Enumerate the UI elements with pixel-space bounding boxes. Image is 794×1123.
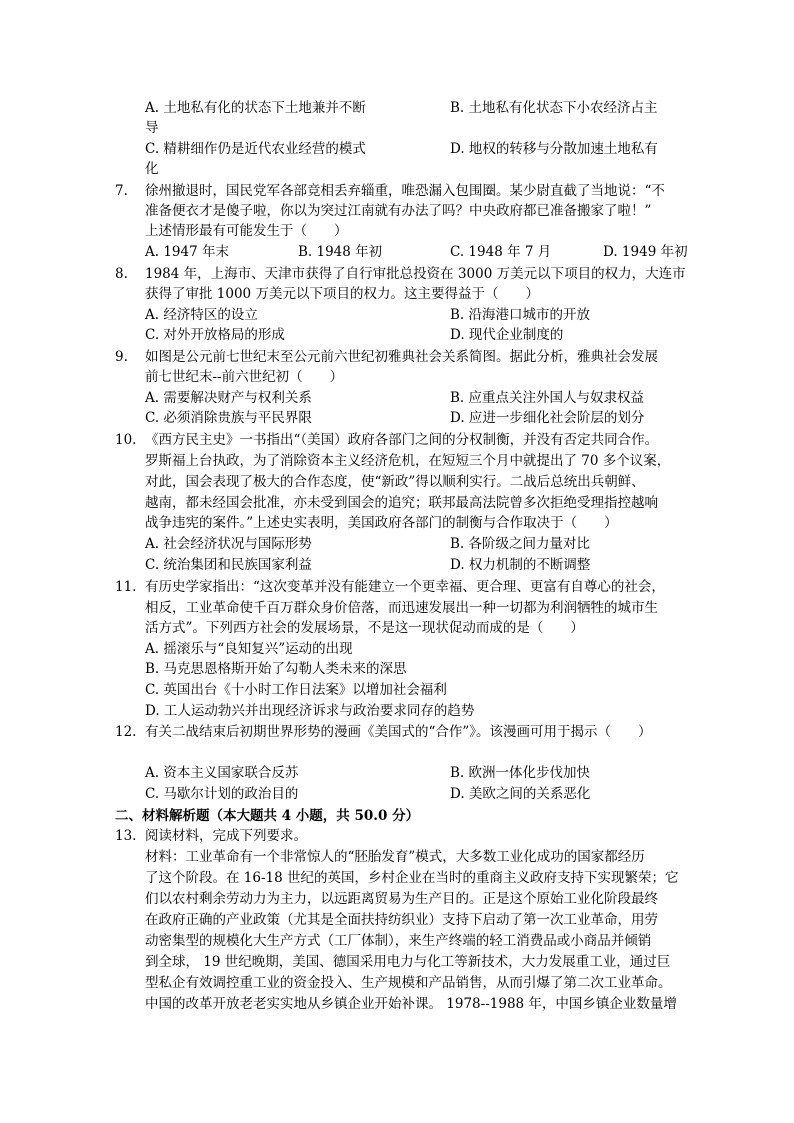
q7-number: 7. — [115, 183, 128, 199]
q10-stem-line3: 对此，国会表现了极大的合作态度，使“新政”得以顺利实行。二战后总统出兵朝鲜、 — [145, 474, 645, 490]
q9-option-c: C. 必须消除贵族与平民界限 — [145, 410, 312, 426]
q12-number: 12. — [115, 724, 137, 740]
q12-option-c: C. 马歇尔计划的政治目的 — [145, 786, 299, 802]
q12-option-a: A. 资本主义国家联合反苏 — [145, 765, 299, 781]
q7-option-c: C. 1948 年 7 月 — [450, 244, 552, 260]
q9-stem-line2: 前七世纪末--前六世纪初（ ） — [145, 369, 344, 385]
q8-option-c: C. 对外开放格局的形成 — [145, 327, 285, 343]
q9-number: 9. — [115, 349, 128, 365]
q13-material-line2: 了这个阶段。在 16-18 世纪的英国，乡村企业在当时的重商主义政府支持下实现繁荣；它 — [145, 870, 679, 886]
q7-stem-line1: 徐州撤退时，国民党军各部竞相丢弃辎重，唯恐漏入包围圈。某少尉直截了当地说：“不 — [145, 183, 665, 199]
q11-option-c: C. 英国出台《十小时工作日法案》以增加社会福利 — [145, 682, 447, 698]
q11-stem-line1: 有历史学家指出：“这次变革并没有能建立一个更幸福、更合理、更富有自尊心的社会， — [145, 579, 665, 595]
q8-stem-line2: 获得了审批 1000 万美元以下项目的权力。这主要得益于（ ） — [145, 286, 539, 302]
q6-option-c: C. 精耕细作仍是近代农业经营的模式 — [145, 141, 366, 157]
q7-option-b: B. 1948 年初 — [298, 244, 383, 260]
q10-stem-line4: 越南，都未经国会批准，亦未受到国会的追究；联邦最高法院曾多次拒绝受理指控越响 — [145, 495, 658, 511]
q6-option-b: B. 土地私有化状态下小农经济占主 — [450, 100, 658, 116]
q10-number: 10. — [115, 432, 137, 448]
q8-stem-line1: 1984 年，上海市、天津市获得了自行审批总投资在 3000 万美元以下项目的权力，大连市 — [145, 266, 686, 282]
q8-number: 8. — [115, 266, 128, 282]
q6-option-c-cont: 化 — [145, 161, 159, 177]
q7-option-d: D. 1949 年初 — [603, 244, 688, 260]
q11-option-d: D. 工人运动勃兴并出现经济诉求与政治要求同存的趋势 — [145, 703, 475, 719]
q9-option-b: B. 应重点关注外国人与奴隶权益 — [450, 390, 645, 406]
q7-stem-line2: 准备便衣才是傻子啦，你以为突过江南就有办法了吗？中央政府都已准备搬家了啦！” — [145, 203, 652, 219]
q13-material-line4: 在政府正确的产业政策（尤其是全面扶持纺织业）支持下启动了第一次工业革命，用劳 — [145, 912, 658, 928]
q13-instruction: 阅读材料，完成下列要求。 — [145, 828, 307, 844]
q6-option-d: D. 地权的转移与分散加速土地私有 — [450, 141, 658, 157]
q9-stem-line1: 如图是公元前七世纪末至公元前六世纪初雅典社会关系简图。据此分析，雅典社会发展 — [145, 349, 658, 365]
q11-stem-line2: 相反，工业革命使千百万群众身价倍落，而迅速发展出一种一切都为利润牺牲的城市生 — [145, 600, 658, 616]
q10-option-d: D. 权力机制的不断调整 — [450, 557, 591, 573]
q13-material-line6: 到全球， 19 世纪晚期，美国、德国采用电力与化工等新技术，大力发展重工业，通过巨 — [145, 954, 671, 970]
q11-stem-line3: 活方式”。下列西方社会的发展场景，不是这一现状促动而成的是（ ） — [145, 620, 584, 636]
q10-option-a: A. 社会经济状况与国际形势 — [145, 536, 312, 552]
q12-option-d: D. 美欧之间的关系恶化 — [450, 786, 591, 802]
q8-option-d: D. 现代企业制度的 — [450, 327, 564, 343]
q10-stem-line1: 《西方民主史》一书指出“（美国）政府各部门之间的分权制衡，并没有否定共同合作。 — [145, 432, 659, 448]
q6-option-a-cont: 导 — [145, 120, 159, 136]
q8-option-b: B. 沿海港口城市的开放 — [450, 307, 591, 323]
q13-material-line3: 们以农村剩余劳动力为主力，以远距离贸易为生产目的。正是这个原始工业化阶段最终 — [145, 891, 658, 907]
q10-option-c: C. 统治集团和民族国家利益 — [145, 557, 312, 573]
q13-material-line1: 材料：工业革命有一个非常惊人的“胚胎发育”模式，大多数工业化成功的国家都经历 — [145, 849, 645, 865]
q11-option-b: B. 马克思恩格斯开始了勾勒人类未来的深思 — [145, 661, 407, 677]
section-heading: 二、材料解析题（本大题共 4 小题，共 50.0 分） — [115, 808, 420, 824]
q8-option-a: A. 经济特区的设立 — [145, 307, 258, 323]
q11-option-a: A. 摇滚乐与“良知复兴”运动的出现 — [145, 641, 353, 657]
q13-material-line7: 型私企有效调控重工业的资金投入、生产规模和产品销售，从而引爆了第二次工业革命。 — [145, 975, 672, 991]
q11-number: 11. — [115, 579, 137, 595]
q12-option-b: B. 欧洲一体化步伐加快 — [450, 765, 591, 781]
q13-material-line8: 中国的改革开放老老实实地从乡镇企业开始补课。 1978--1988 年，中国乡镇企业数量增 — [145, 996, 677, 1012]
q10-option-b: B. 各阶级之间力量对比 — [450, 536, 591, 552]
q13-material-line5: 动密集型的规模化大生产方式（工厂体制），来生产终端的轻工消费品或小商品并倾销 — [145, 933, 652, 949]
q7-option-a: A. 1947 年末 — [145, 244, 229, 260]
q6-option-a: A. 土地私有化的状态下土地兼并不断 — [145, 100, 366, 116]
q9-option-d: D. 应进一步细化社会阶层的划分 — [450, 410, 645, 426]
q12-stem-line1: 有关二战结束后初期世界形势的漫画《美国式的“合作”》。该漫画可用于揭示（ ） — [145, 724, 652, 740]
q10-stem-line5: 战争违宪的案件。”上述史实表明，美国政府各部门的制衡与合作取决于（ ） — [145, 515, 618, 531]
q10-stem-line2: 罗斯福上台执政，为了消除资本主义经济危机，在短短三个月中就提出了 70 多个议案， — [145, 453, 671, 469]
q13-number: 13. — [115, 828, 137, 844]
q9-option-a: A. 需要解决财产与权利关系 — [145, 390, 312, 406]
q7-stem-line3: 上述情形最有可能发生于（ ） — [145, 223, 348, 239]
